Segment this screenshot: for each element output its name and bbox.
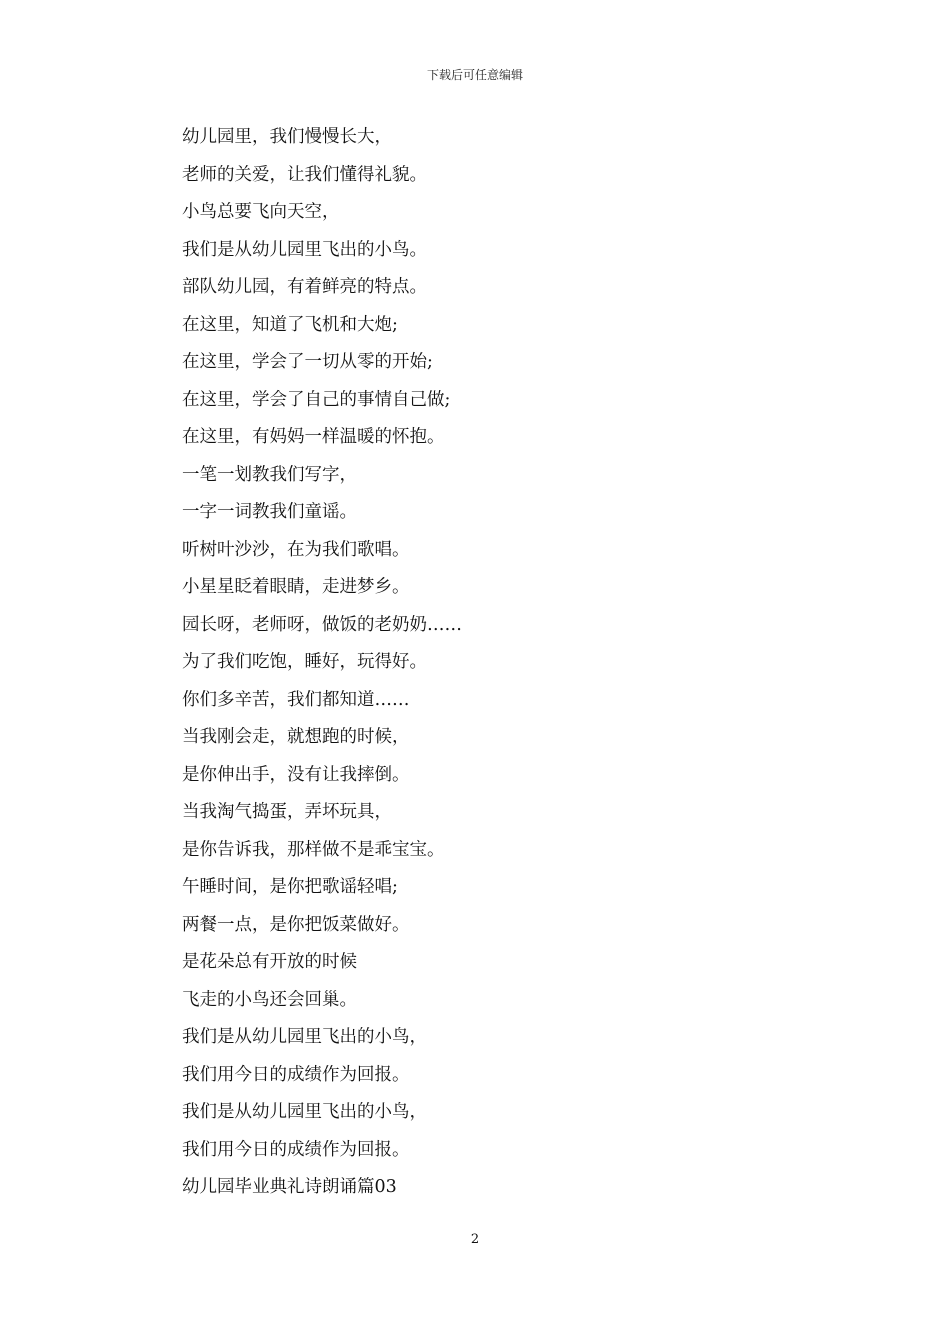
- text-line: 幼儿园里，我们慢慢长大，: [182, 127, 392, 147]
- text-line: 一字一词教我们童谣。: [182, 502, 357, 522]
- text-line: 园长呀，老师呀，做饭的老奶奶……: [182, 614, 462, 635]
- text-line: 两餐一点，是你把饭菜做好。: [182, 914, 410, 935]
- text-line: 我们是从幼儿园里飞出的小鸟，: [182, 1027, 427, 1047]
- text-line: 为了我们吃饱，睡好，玩得好。: [182, 652, 427, 672]
- page-header: 下载后可任意编辑: [426, 68, 523, 82]
- text-line: 小鸟总要飞向天空，: [182, 202, 340, 222]
- text-line: 在这里，学会了一切从零的开始;: [182, 352, 433, 372]
- text-line: 我们是从幼儿园里飞出的小鸟，: [182, 1102, 427, 1122]
- text-line: 我们是从幼儿园里飞出的小鸟。: [182, 239, 427, 260]
- text-line: 听树叶沙沙，在为我们歌唱。: [182, 539, 410, 560]
- text-line: 我们用今日的成绩作为回报。: [182, 1064, 410, 1085]
- text-line: 一笔一划教我们写字，: [182, 464, 357, 485]
- text-line: 在这里，有妈妈一样温暖的怀抱。: [182, 427, 445, 447]
- text-line: 我们用今日的成绩作为回报。: [182, 1139, 410, 1160]
- text-line: 在这里，学会了自己的事情自己做;: [182, 389, 451, 410]
- text-line: 是花朵总有开放的时候: [182, 952, 357, 972]
- text-line: 午睡时间，是你把歌谣轻唱;: [182, 877, 398, 897]
- text-line: 部队幼儿园，有着鲜亮的特点。: [182, 277, 427, 297]
- text-line: 当我淘气捣蛋，弄坏玩具，: [182, 802, 392, 822]
- document-body: [182, 119, 782, 1207]
- text-line: 飞走的小鸟还会回巢。: [182, 989, 357, 1010]
- text-line: 是你告诉我，那样做不是乖宝宝。: [182, 839, 445, 860]
- text-line: 在这里，知道了飞机和大炮;: [182, 314, 398, 335]
- text-line: 当我刚会走，就想跑的时候，: [182, 727, 410, 747]
- text-line: 老师的关爱，让我们懂得礼貌。: [182, 164, 427, 185]
- text-line: 是你伸出手，没有让我摔倒。: [182, 764, 410, 785]
- section-heading: 幼儿园毕业典礼诗朗诵篇03: [182, 1177, 397, 1197]
- page-number: 2: [470, 1232, 480, 1247]
- text-line: 你们多辛苦，我们都知道……: [182, 689, 410, 710]
- text-line: 小星星眨着眼睛，走进梦乡。: [182, 577, 410, 597]
